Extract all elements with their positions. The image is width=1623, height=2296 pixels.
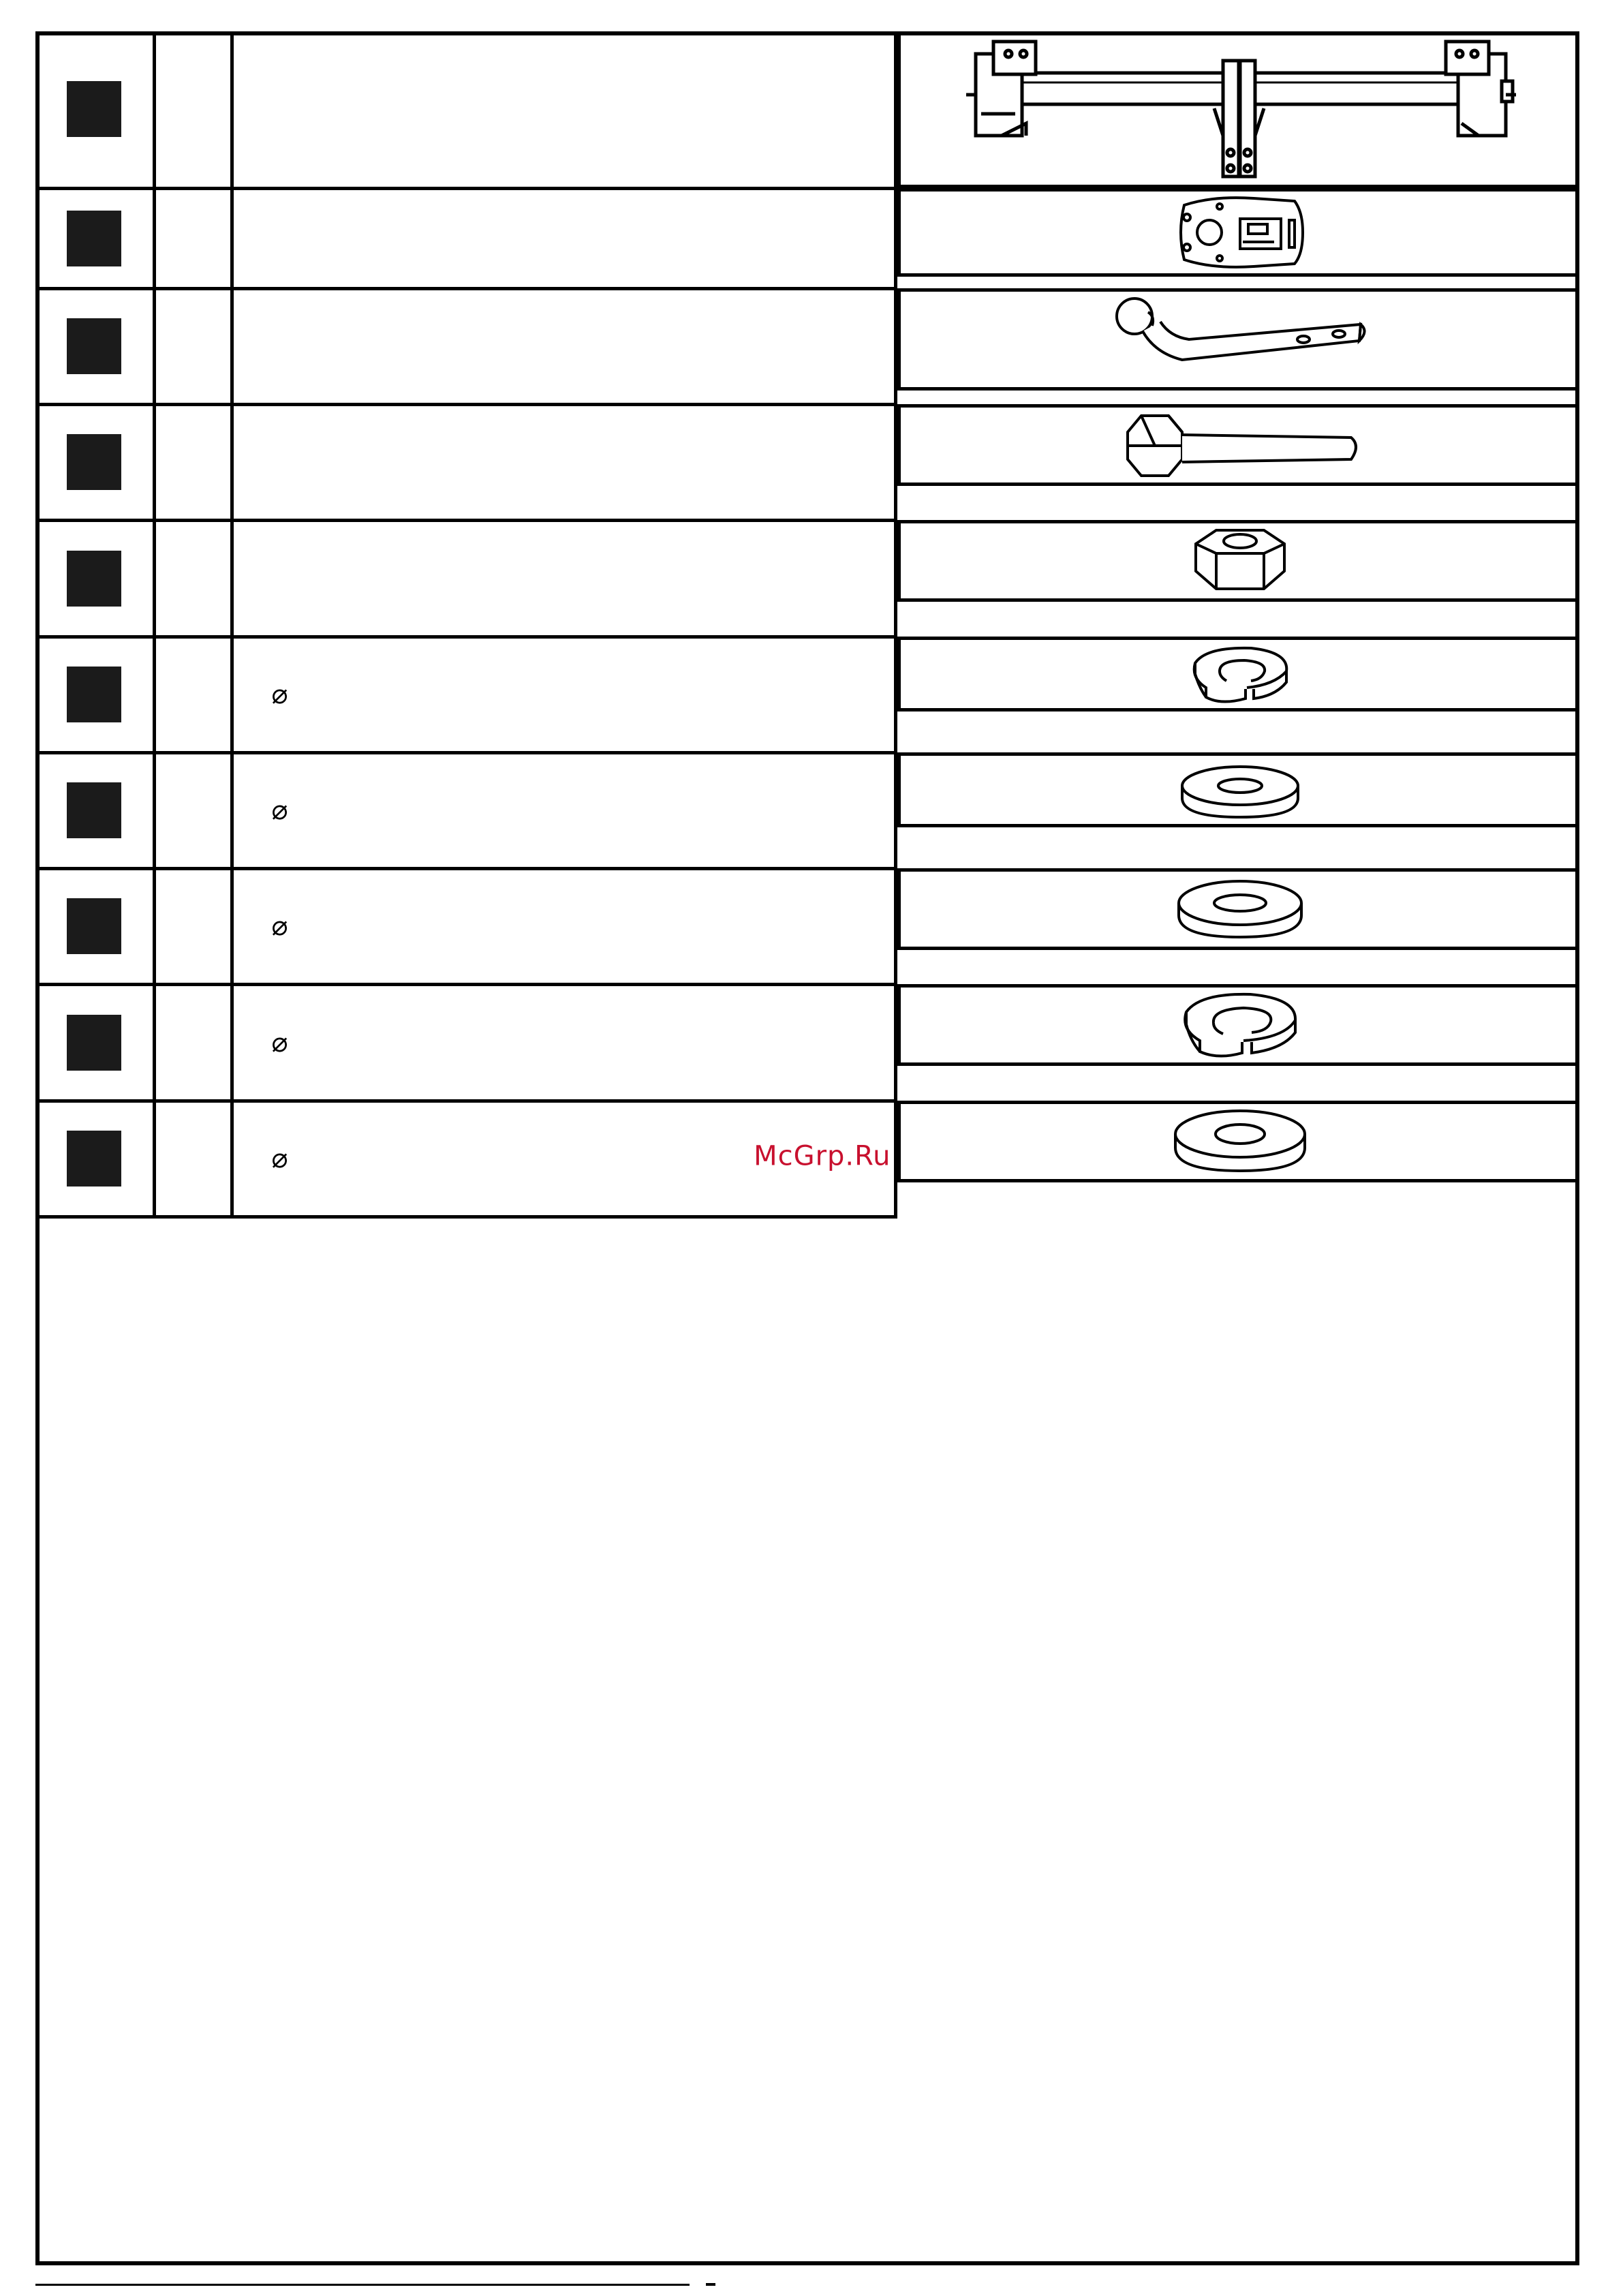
quantity-cell <box>154 288 232 404</box>
row-marker <box>67 81 121 137</box>
description-cell <box>232 404 895 520</box>
description-cell <box>232 637 895 752</box>
picture-cell <box>897 984 1580 1066</box>
row-marker <box>67 211 121 266</box>
picture-cell <box>897 637 1580 711</box>
diameter-symbol <box>234 563 272 594</box>
quantity-cell <box>154 404 232 520</box>
description-cell <box>232 752 895 868</box>
table-row <box>35 868 1579 984</box>
diameter-symbol <box>234 223 272 254</box>
row-marker <box>67 667 121 722</box>
row-marker <box>67 551 121 607</box>
description-cell <box>232 868 895 984</box>
flat-washer-icon <box>1175 756 1305 824</box>
picture-cell <box>897 1101 1580 1182</box>
picture-cell <box>897 31 1580 188</box>
footer-rule <box>35 2284 690 2286</box>
marker-cell <box>35 868 154 984</box>
table-row <box>35 984 1579 1101</box>
table-row <box>35 288 1579 404</box>
parts-table <box>35 31 1579 1219</box>
hex-nut-icon <box>1189 523 1291 598</box>
picture-cell <box>897 288 1580 391</box>
description-cell <box>232 288 895 404</box>
marker-cell <box>35 1101 154 1216</box>
description-cell <box>232 1101 895 1216</box>
watermark: McGrp.Ru <box>754 1140 891 1172</box>
row-marker <box>67 898 121 954</box>
hex-bolt-icon <box>1114 408 1366 483</box>
quantity-cell <box>154 984 232 1101</box>
marker-cell <box>35 31 154 188</box>
table-row <box>35 404 1579 520</box>
picture-cell <box>897 868 1580 950</box>
socket-plate-icon <box>1172 192 1308 273</box>
table-row <box>35 752 1579 868</box>
quantity-cell <box>154 868 232 984</box>
tow-bar-crossmember-icon <box>961 33 1519 183</box>
marker-cell <box>35 404 154 520</box>
quantity-cell <box>154 188 232 288</box>
flat-washer-icon <box>1169 1104 1312 1179</box>
table-row <box>35 31 1579 188</box>
table-row <box>35 637 1579 752</box>
diameter-symbol <box>234 331 272 362</box>
row-marker <box>67 1015 121 1071</box>
picture-cell <box>897 752 1580 827</box>
marker-cell <box>35 520 154 637</box>
picture-cell <box>897 520 1580 602</box>
quantity-cell <box>154 1101 232 1216</box>
marker-cell <box>35 637 154 752</box>
tow-ball-arm-icon <box>1107 292 1373 387</box>
quantity-cell <box>154 637 232 752</box>
spring-washer-icon <box>1186 640 1295 708</box>
description-cell <box>232 31 895 188</box>
table-row <box>35 520 1579 637</box>
marker-cell <box>35 288 154 404</box>
row-marker <box>67 782 121 838</box>
description-cell <box>232 984 895 1101</box>
table-row <box>35 1101 1579 1216</box>
quantity-cell <box>154 31 232 188</box>
row-marker <box>67 434 121 490</box>
quantity-cell <box>154 520 232 637</box>
footer-mark <box>706 2283 715 2286</box>
diameter-symbol: ⌀ <box>271 910 288 942</box>
diameter-symbol <box>234 446 272 478</box>
spring-washer-icon <box>1175 988 1305 1062</box>
description-cell <box>232 188 895 288</box>
marker-cell <box>35 188 154 288</box>
flat-washer-icon <box>1172 872 1308 947</box>
quantity-cell <box>154 752 232 868</box>
picture-cell <box>897 404 1580 486</box>
picture-cell <box>897 188 1580 277</box>
description-cell <box>232 520 895 637</box>
marker-cell <box>35 984 154 1101</box>
row-marker <box>67 318 121 374</box>
table-row <box>35 188 1579 288</box>
diameter-symbol: ⌀ <box>271 679 288 710</box>
diameter-symbol: ⌀ <box>271 795 288 826</box>
diameter-symbol <box>234 93 272 125</box>
diameter-symbol: ⌀ <box>271 1026 288 1058</box>
diameter-symbol: ⌀ <box>271 1143 288 1174</box>
marker-cell <box>35 752 154 868</box>
row-marker <box>67 1131 121 1187</box>
